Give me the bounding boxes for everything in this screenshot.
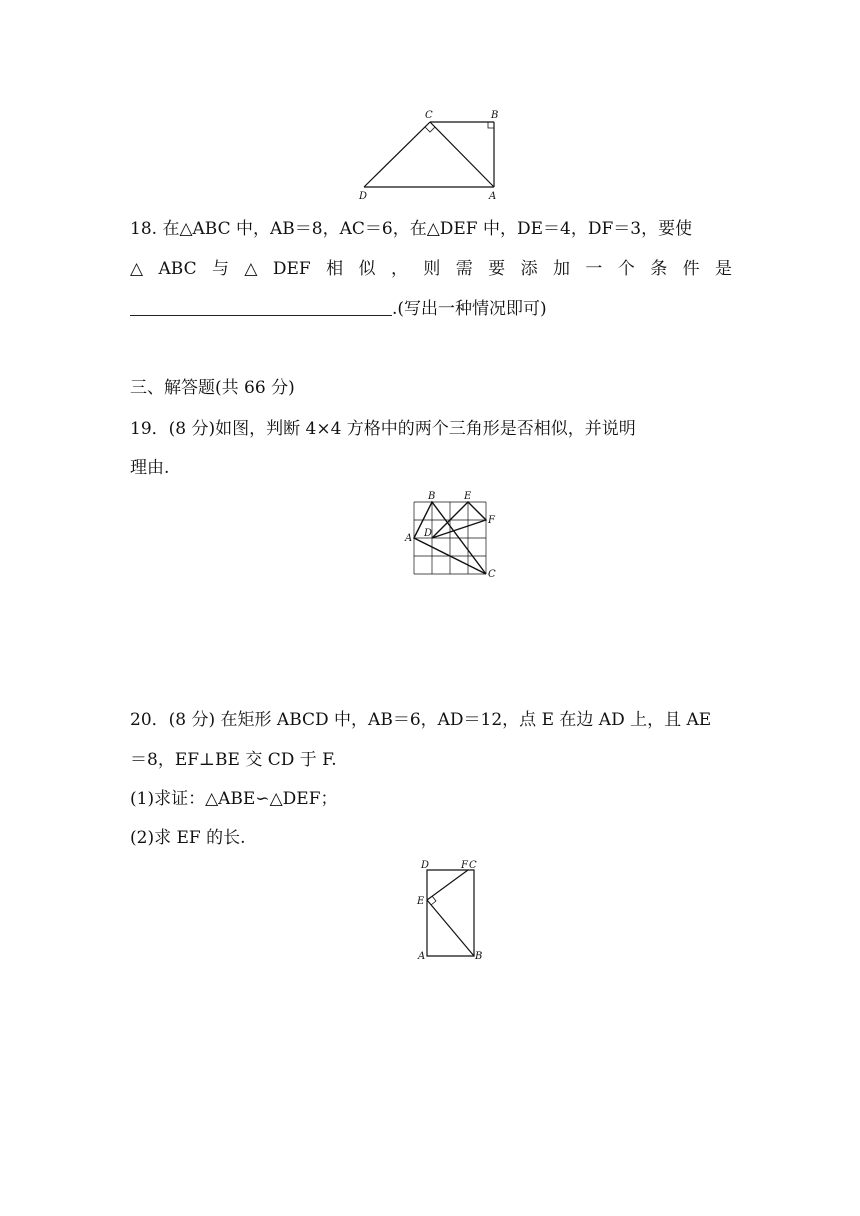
- q18-answer-blank[interactable]: [130, 298, 392, 316]
- q19-label-d: D: [424, 528, 433, 539]
- q20-label-a: A: [418, 951, 426, 962]
- q18-token: ，: [390, 259, 408, 279]
- q18-token: △: [130, 259, 144, 279]
- q18-token: DEF: [272, 259, 311, 279]
- q19-label-f: F: [488, 515, 495, 526]
- q20-line-1: 20．(8 分) 在矩形 ABCD 中，AB＝6，AD＝12，点 E 在边 AD 上，且 AE: [130, 710, 712, 730]
- q18-token: 添: [520, 259, 538, 279]
- q19-label-e: E: [464, 491, 472, 502]
- q18-token: 则: [423, 259, 441, 279]
- q18-line-2: [130, 258, 732, 280]
- q18-label-d: D: [359, 191, 368, 202]
- q18-label-c: C: [425, 110, 433, 121]
- q18-label-a: A: [489, 191, 497, 202]
- q20-line-2: ＝8，EF⊥BE 交 CD 于 F.: [130, 750, 337, 770]
- q20-part-2: (2)求 EF 的长.: [130, 828, 246, 848]
- q18-side-ca: [430, 122, 494, 187]
- q19-label-b: B: [428, 491, 436, 502]
- q18-right-angle-c: [425, 127, 435, 132]
- q18-token: 相: [326, 259, 344, 279]
- q18-token: 要: [488, 259, 506, 279]
- q18-token: 加: [552, 259, 570, 279]
- q20-segment-ef: [427, 870, 468, 900]
- q18-token: ABC: [158, 259, 197, 279]
- q20-label-f: F: [461, 860, 468, 871]
- q18-token: △: [244, 259, 258, 279]
- q18-token: 个: [617, 259, 635, 279]
- q19-figure: [400, 488, 510, 583]
- q18-token: 条: [650, 259, 668, 279]
- q18-figure: [355, 106, 515, 206]
- q19-line-2: 理由.: [130, 458, 170, 478]
- q19-line-1: 19．(8 分)如图，判断 4×4 方格中的两个三角形是否相似，并说明: [130, 419, 636, 439]
- q18-right-angle-b: [488, 122, 494, 128]
- q18-token: 需: [455, 259, 473, 279]
- q20-label-c: C: [469, 860, 477, 871]
- q19-label-a: A: [405, 533, 413, 544]
- q18-token: 与: [211, 259, 229, 279]
- q20-label-b: B: [475, 951, 483, 962]
- q18-token: 似: [358, 259, 376, 279]
- q18-line-3: [130, 298, 732, 320]
- q18-label-b: B: [491, 110, 499, 121]
- q20-figure: [412, 858, 492, 963]
- q18-token: 一: [585, 259, 603, 279]
- q20-segment-eb: [427, 900, 474, 956]
- q18-line-1: 18. 在△ABC 中，AB＝8，AC＝6，在△DEF 中，DE＝4，DF＝3，要使: [130, 219, 693, 239]
- q18-line-3-tail: .(写出一种情况即可): [392, 299, 547, 319]
- q20-label-e: E: [417, 896, 425, 907]
- q18-token: 是: [715, 259, 732, 279]
- q20-label-d: D: [421, 860, 430, 871]
- q20-part-1: (1)求证：△ABE∽△DEF；: [130, 789, 338, 809]
- section-3-title: 三、解答题(共 66 分): [130, 378, 295, 398]
- q18-side-dc: [364, 122, 430, 187]
- q20-right-angle-e: [431, 896, 436, 905]
- q18-token: 件: [682, 259, 700, 279]
- q19-label-c: C: [488, 569, 496, 580]
